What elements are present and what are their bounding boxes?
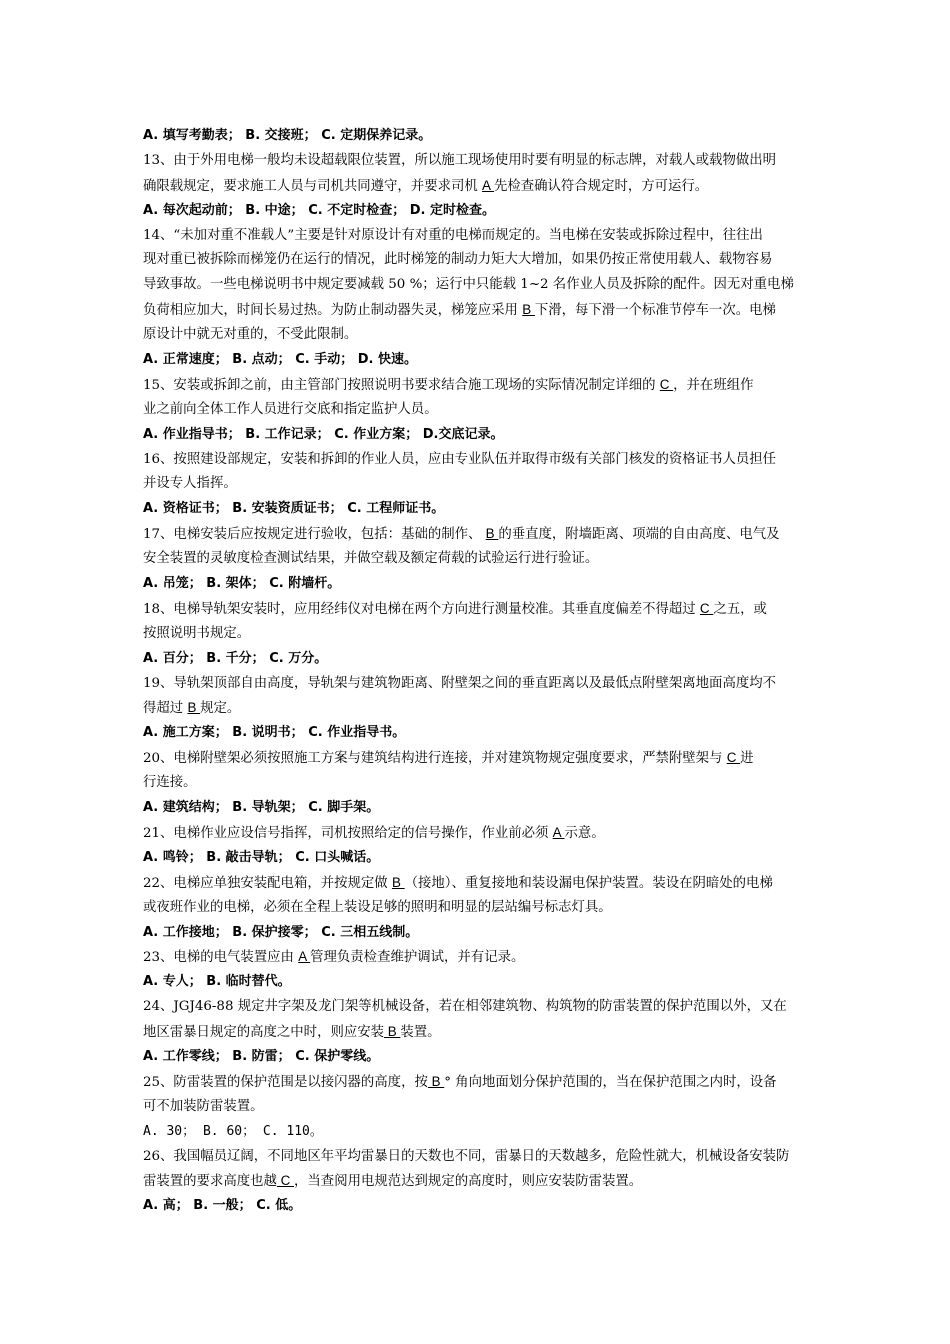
answer-options (143, 348, 810, 373)
question-text: 19、导轨架顶部自由高度，导轨架与建筑物距离、附壁架之间的垂直距离以及最低点附壁架离地面高度均不 (143, 675, 777, 691)
question-text: 管理负责检查维护调试，并有记录。 (310, 950, 525, 966)
options-text: A. 高； B. 一般； C. 低。 (143, 1198, 302, 1214)
question-line (143, 522, 810, 547)
answer-blank: B (427, 1073, 445, 1089)
question-line (143, 945, 810, 970)
question-line (143, 1020, 810, 1045)
answer-options (143, 572, 810, 597)
options-text: A. 工作零线； B. 防雷； C. 保护零线。 (143, 1048, 380, 1064)
question-line (143, 746, 810, 771)
question-line (143, 472, 810, 497)
options-text: A. 吊笼； B. 架体； C. 附墙杆。 (143, 576, 341, 592)
question-text: ° 角向地面划分保护范围的，当在保护范围之内时，设备 (444, 1074, 777, 1090)
answer-blank: C (699, 600, 714, 616)
answer-options (143, 124, 810, 149)
question-line (143, 298, 810, 323)
answer-options (143, 796, 810, 821)
question-text: （接地）、重复接地和装设漏电保护装置。装设在阴暗处的电梯 (404, 875, 773, 891)
question-text: 13、由于外用电梯一般均未设超载限位装置，所以施工现场使用时要有明显的标志牌，对载人或载物做出明 (143, 152, 777, 168)
question-text: 23、电梯的电气装置应由 (143, 950, 299, 966)
question-line (143, 672, 810, 697)
answer-options (143, 423, 810, 448)
question-line (143, 1095, 810, 1120)
options-text: A. 作业指导书； B. 工作记录； C. 作业方案； D.交底记录。 (143, 426, 504, 442)
options-text: A. 每次起动前； B. 中途； C. 不定时检查； D. 定时检查。 (143, 202, 495, 218)
options-text: A. 30； B. 60； C. 110。 (143, 1123, 323, 1139)
answer-blank: B (391, 874, 405, 890)
answer-options (143, 647, 810, 672)
question-text: 进 (740, 751, 754, 767)
question-line (143, 248, 810, 273)
question-line (143, 323, 810, 348)
question-text: 可不加装防雷装置。 (143, 1098, 264, 1114)
question-text: 15、安装或拆卸之前，由主管部门按照说明书要求结合施工现场的实际情况制定详细的 (143, 377, 660, 393)
question-line (143, 547, 810, 572)
question-text: 按照说明书规定。 (143, 625, 251, 641)
answer-options (143, 497, 810, 522)
options-text: A. 专人； B. 临时替代。 (143, 974, 291, 990)
answer-blank: A (482, 177, 494, 193)
question-line (143, 398, 810, 423)
question-text: 17、电梯安装后应按规定进行验收，包括：基础的制作、 (143, 527, 486, 543)
options-text: A. 施工方案； B. 说明书； C. 作业指导书。 (143, 725, 406, 741)
question-text: 25、防雷装置的保护范围是以接闪器的高度，按 (143, 1074, 428, 1090)
answer-blank: C (726, 750, 741, 766)
answer-blank: B (522, 302, 535, 318)
question-text: 22、电梯应单独安装配电箱，并按规定做 (143, 875, 392, 891)
question-text: 原设计中就无对重的，不受此限制。 (143, 327, 358, 343)
question-line (143, 1145, 810, 1170)
options-text: A. 正常速度； B. 点动； C. 手动； D. 快速。 (143, 352, 417, 368)
question-line (143, 373, 810, 398)
question-text: 得超过 (143, 701, 188, 717)
question-text: 行连接。 (143, 775, 197, 791)
options-text: A. 资格证书； B. 安装资质证书； C. 工程师证书。 (143, 501, 445, 517)
question-line (143, 597, 810, 622)
question-text: 雷装置的要求高度也越 (143, 1174, 277, 1190)
question-text: 24、JGJ46-88 规定井字架及龙门架等机械设备，若在相邻建筑物、构筑物的防雷装置的保护范围以外，又在 (143, 999, 787, 1015)
options-text: A. 鸣铃； B. 敲击导轨； C. 口头喊话。 (143, 849, 380, 865)
answer-blank: C (659, 376, 674, 392)
answer-options (143, 1120, 810, 1145)
question-text: 并设专人指挥。 (143, 476, 237, 492)
question-text: 导致事故。一些电梯说明书中规定要减载 50 %；运行中只能载 1~2 名作业人员及拆除的配件。因无对重电梯 (143, 277, 794, 293)
question-text: 26、我国幅员辽阔，不同地区年平均雷暴日的天数也不同，雷暴日的天数越多，危险性就大，机械设备安装防 (143, 1148, 790, 1164)
question-line (143, 273, 810, 298)
question-line (143, 224, 810, 249)
question-text: 地区雷暴日规定的高度之中时，则应安装 (143, 1025, 385, 1041)
question-text: 或夜班作业的电梯，必须在全程上装设足够的照明和明显的层站编号标志灯具。 (143, 899, 612, 915)
question-line (143, 995, 810, 1020)
question-text: 现对重已被拆除而梯笼仍在运行的情况，此时梯笼的制动力矩大大增加，如果仍按正常使用载人、载物容易 (143, 252, 773, 268)
answer-blank: A (552, 824, 565, 840)
options-text: A. 工作接地； B. 保护接零； C. 三相五线制。 (143, 924, 419, 940)
question-text: 先检查确认符合规定时，方可运行。 (493, 178, 709, 194)
question-text: ，当查阅用电规范达到规定的高度时，则应安装防雷装置。 (294, 1174, 643, 1190)
question-text: 装置。 (400, 1025, 441, 1041)
answer-options (143, 721, 810, 746)
answer-options (143, 921, 810, 946)
answer-blank: B (485, 526, 499, 542)
question-text: 示意。 (564, 825, 605, 841)
answer-options (143, 970, 810, 995)
question-line (143, 448, 810, 473)
answer-blank: A (298, 949, 311, 965)
question-line (143, 622, 810, 647)
question-line (143, 1070, 810, 1095)
question-text: 20、电梯附壁架必须按照施工方案与建筑结构进行连接，并对建筑物规定强度要求，严禁附壁架与 (143, 751, 727, 767)
answer-blank: C (276, 1173, 295, 1189)
question-text: 16、按照建设部规定，安装和拆卸的作业人员，应由专业队伍并取得市级有关部门核发的资格证书人员担任 (143, 451, 777, 467)
question-text: 负荷相应加大，时间长易过热。为防止制动器失灵，梯笼应采用 (143, 303, 523, 319)
question-text: 下滑，每下滑一个标准节停车一次。电梯 (534, 303, 776, 319)
answer-blank: B (187, 700, 201, 716)
answer-options (143, 1045, 810, 1070)
question-line (143, 821, 810, 846)
question-line (143, 771, 810, 796)
question-line (143, 871, 810, 896)
answer-blank: B (384, 1024, 401, 1040)
options-text: A. 建筑结构； B. 导轨架； C. 脚手架。 (143, 800, 380, 816)
options-text: A. 百分； B. 千分； C. 万分。 (143, 650, 328, 666)
question-text: 18、电梯导轨架安装时，应用经纬仪对电梯在两个方向进行测量校准。其垂直度偏差不得超过 (143, 601, 700, 617)
question-text: 安全装置的灵敏度检查测试结果，并做空载及额定荷载的试验运行进行验证。 (143, 551, 599, 567)
question-line (143, 1169, 810, 1194)
question-text: 业之前向全体工作人员进行交底和指定监护人员。 (143, 401, 438, 417)
answer-options (143, 846, 810, 871)
question-text: 确限载规定，要求施工人员与司机共同遵守，并要求司机 (143, 178, 483, 194)
answer-options (143, 1194, 810, 1219)
question-text: 规定。 (200, 701, 241, 717)
options-text: A. 填写考勤表； B. 交接班； C. 定期保养记录。 (143, 128, 432, 143)
question-line (143, 149, 810, 174)
document-page (143, 124, 810, 1219)
question-text: 21、电梯作业应设信号指挥，司机按照给定的信号操作，作业前必须 (143, 825, 553, 841)
question-text: ，并在班组作 (673, 377, 754, 393)
question-line (143, 696, 810, 721)
answer-options (143, 199, 810, 224)
question-line (143, 174, 810, 199)
question-text: 的垂直度，附墙距离、项端的自由高度、电气及 (498, 527, 780, 543)
question-text: 之五，或 (713, 601, 767, 617)
question-text: 14、“未加对重不准载人”主要是针对原设计有对重的电梯而规定的。当电梯在安装或拆除过程中，往往出 (143, 227, 763, 243)
question-line (143, 896, 810, 921)
